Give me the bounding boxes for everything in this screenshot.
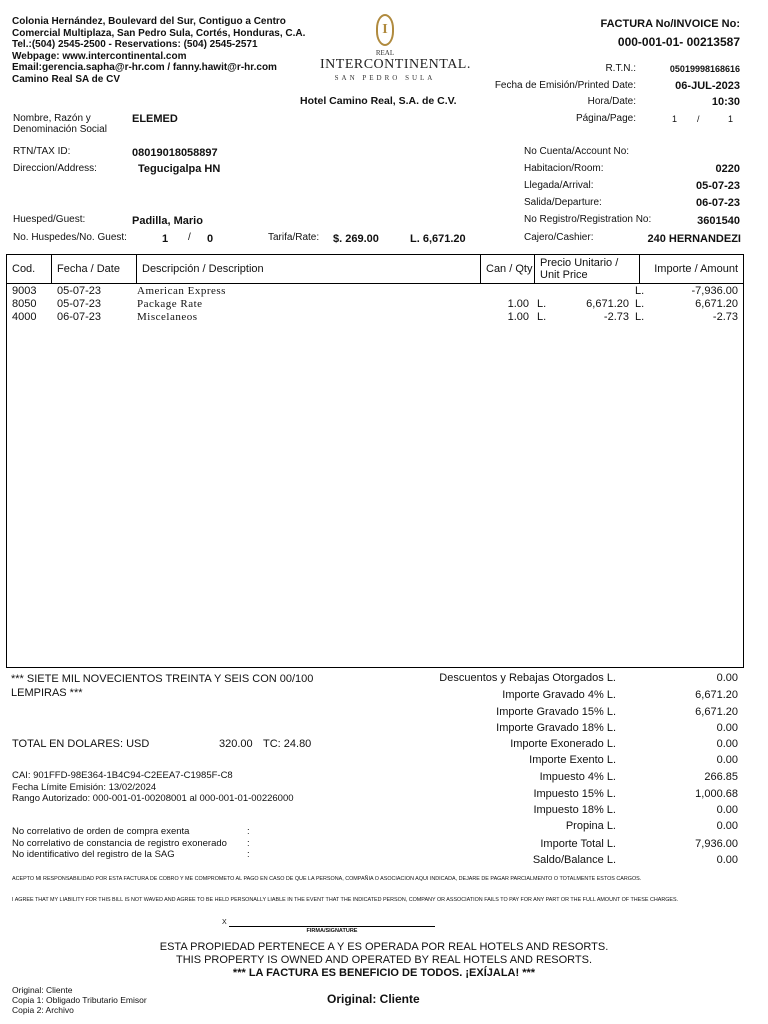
page-label: Página/Page:	[575, 113, 636, 124]
room-value: 0220	[715, 163, 740, 175]
copies-list: Original: Cliente Copia 1: Obligado Tributario Emisor Copia 2: Archivo	[12, 985, 147, 1015]
printed-date-value: 06-JUL-2023	[675, 80, 740, 92]
footer-line-en: THIS PROPERTY IS OWNED AND OPERATED BY REAL HOTELS AND RESORTS.	[175, 954, 593, 966]
header-description: Descripción / Description	[137, 255, 481, 283]
total-value: 6,671.20	[695, 689, 738, 701]
logo-city: SAN PEDRO SULA	[334, 74, 436, 82]
address-line: Colonia Hernández, Boulevard del Sur, Contiguo a Centro	[12, 16, 286, 27]
guest-count-label: No. Huspedes/No. Guest:	[13, 232, 127, 243]
arrival-label: Llegada/Arrival:	[524, 180, 594, 191]
exempt-block: No correlativo de orden de compra exenta No correlativo de constancia de registro exonerado No identificativo del registro de la SAG	[12, 826, 227, 860]
guest-name: Padilla, Mario	[132, 215, 203, 227]
address-value: Tegucigalpa HN	[138, 163, 221, 175]
header-code: Cod.	[7, 255, 52, 283]
address-label: Direccion/Address:	[13, 163, 97, 174]
address-line: Comercial Multiplaza, San Pedro Sula, Cortés, Honduras, C.A.	[12, 27, 306, 39]
room-label: Habitacion/Room:	[524, 163, 604, 174]
registration-label: No Registro/Registration No:	[524, 214, 652, 225]
hotel-address-block	[12, 16, 332, 86]
totals-block	[0, 672, 768, 872]
header-qty: Can / Qty	[481, 255, 535, 283]
cai-block: CAI: 901FFD-98E364-1B4C94-C2EEA7-C1985F-C8 Fecha Límite Emisión: 13/02/2024 Rango Autorizado: 000-001-01-00208001 al 000-001-01-00226000	[12, 770, 294, 804]
children-count: 0	[207, 233, 214, 245]
copy-title: Original: Cliente	[327, 992, 420, 1006]
printed-date-label: Fecha de Emisión/Printed Date:	[494, 80, 636, 91]
tax-id-label: RTN/TAX ID:	[13, 146, 71, 157]
total-label: Importe Total L.	[540, 838, 616, 850]
logo-brand-name: INTERCONTINENTAL.	[320, 57, 471, 72]
page-sep: /	[697, 114, 700, 124]
total-value: 266.85	[704, 771, 738, 783]
total-value: 0.00	[716, 854, 738, 866]
header-date: Fecha / Date	[52, 255, 137, 283]
header-amount: Importe / Amount	[654, 263, 738, 275]
page-current: 1	[672, 114, 678, 124]
amount-in-words: *** SIETE MIL NOVECIENTOS TREINTA Y SEIS CON 00/100 LEMPIRAS ***	[11, 673, 314, 699]
rate-usd: $. 269.00	[333, 233, 379, 245]
total-value: 0.00	[716, 754, 738, 766]
total-label: Saldo/Balance L.	[532, 854, 616, 866]
departure-label: Salida/Departure:	[524, 197, 602, 208]
adults-count: 1	[162, 233, 169, 245]
invoice-title: FACTURA No/INVOICE No:	[600, 18, 740, 30]
total-value: 6,671.20	[695, 706, 738, 718]
intercontinental-emblem-icon: I	[376, 14, 394, 46]
total-label: Descuentos y Rebajas Otorgados L.	[439, 672, 616, 684]
customer-name: ELEMED	[132, 113, 178, 125]
signature-x: X	[222, 919, 227, 926]
total-label: Importe Exonerado L.	[510, 738, 616, 750]
logo-real-text: REAL	[375, 49, 395, 57]
legal-text-en: I AGREE THAT MY LIABILITY FOR THIS BILL IS NOT WAVED AND AGREE TO BE HELD PERSONALLY LIABLE IN THE EVENT THAT THE INDICATED PERSON, COMPANY OR ASSOCIATION FAILS TO PAY FOR ANY PART OR THE FULL AMOUNT OF THESE CHARGES.	[12, 897, 679, 903]
total-value: 0.00	[716, 672, 738, 684]
address-line: Tel.:(504) 2545-2500 - Reservations: (504) 2545-2571	[12, 39, 258, 51]
time-label: Hora/Date:	[587, 96, 636, 107]
total-label: Importe Gravado 4% L.	[502, 689, 616, 701]
exchange-rate: TC: 24.80	[263, 738, 312, 750]
rtn-value: 05019998168616	[669, 64, 740, 74]
total-label: Importe Gravado 15% L.	[496, 706, 616, 718]
total-label: Propina L.	[565, 820, 616, 832]
time-value: 10:30	[711, 96, 740, 108]
header-unit-price: Precio Unitario / Unit Price	[535, 255, 640, 283]
legal-text-es: ACEPTO MI RESPONSABILIDAD POR ESTA FACTURA DE COBRO Y ME COMPROMETO AL PAGO EN CASO DE QUE LA PERSONA, COMPAÑIA O ASOCIACION AQUI INDICADA, DEJARE DE PAGAR PARCIALMENTO O TOTALMENTE ESTOS CARGOS.	[12, 876, 642, 882]
account-label: No Cuenta/Account No:	[524, 146, 630, 157]
rtn-label: R.T.N.:	[605, 63, 636, 74]
table-row: 8050 05-07-23 Package Rate 1.00 L. 6,671.20 L. 6,671.20	[12, 298, 738, 310]
tax-id-value: 08019018058897	[132, 147, 218, 159]
usd-total-label: TOTAL EN DOLARES: USD	[12, 738, 150, 750]
total-label: Importe Gravado 18% L.	[496, 722, 616, 734]
signature-label: FIRMA/SIGNATURE	[306, 928, 358, 934]
total-label: Importe Exento L.	[529, 754, 616, 766]
total-label: Impuesto 18% L.	[533, 804, 616, 816]
arrival-value: 05-07-23	[695, 180, 740, 192]
registration-value: 3601540	[697, 215, 740, 227]
total-value: 0.00	[716, 738, 738, 750]
hotel-logo	[320, 14, 471, 82]
table-row: 4000 06-07-23 Miscelaneos 1.00 L. -2.73 L. -2.73	[12, 311, 738, 323]
address-line: Email:gerencia.sapha@r-hr.com / fanny.hawit@r-hr.com	[12, 62, 277, 74]
total-value: 0.00	[716, 820, 738, 832]
footer-line-es: ESTA PROPIEDAD PERTENECE A Y ES OPERADA POR REAL HOTELS AND RESORTS.	[159, 941, 609, 953]
guest-label: Huesped/Guest:	[13, 214, 86, 225]
usd-total-amount: 320.00	[219, 738, 253, 750]
guest-count-sep: /	[188, 232, 191, 243]
total-value: 0.00	[716, 722, 738, 734]
rate-label: Tarifa/Rate:	[268, 232, 320, 243]
departure-value: 06-07-23	[695, 197, 740, 209]
invoice-number: 000-001-01- 00213587	[617, 35, 740, 49]
total-label: Impuesto 4% L.	[539, 771, 616, 783]
total-value: 1,000.68	[695, 788, 738, 800]
footer-slogan: *** LA FACTURA ES BENEFICIO DE TODOS. ¡EXÍJALA! ***	[232, 967, 536, 979]
line-items-header	[6, 254, 744, 284]
cashier-value: 240 HERNANDEZI	[647, 233, 741, 245]
address-line: Webpage: www.intercontinental.com	[12, 50, 187, 62]
company-name: Hotel Camino Real, S.A. de C.V.	[300, 95, 457, 107]
customer-name-label: Nombre, Razón y Denominación Social	[13, 113, 107, 135]
total-value: 0.00	[716, 804, 738, 816]
total-value: 7,936.00	[695, 838, 738, 850]
total-label: Impuesto 15% L.	[533, 788, 616, 800]
exempt-colons: : : :	[247, 826, 250, 860]
table-row: 9003 05-07-23 American Express L. -7,936.00	[12, 285, 738, 297]
cashier-label: Cajero/Cashier:	[524, 232, 594, 243]
address-line: Camino Real SA de CV	[12, 73, 120, 85]
line-items-body	[6, 283, 744, 668]
page-total: 1	[728, 114, 734, 124]
rate-lps: L. 6,671.20	[410, 233, 466, 245]
signature-line	[229, 926, 435, 927]
